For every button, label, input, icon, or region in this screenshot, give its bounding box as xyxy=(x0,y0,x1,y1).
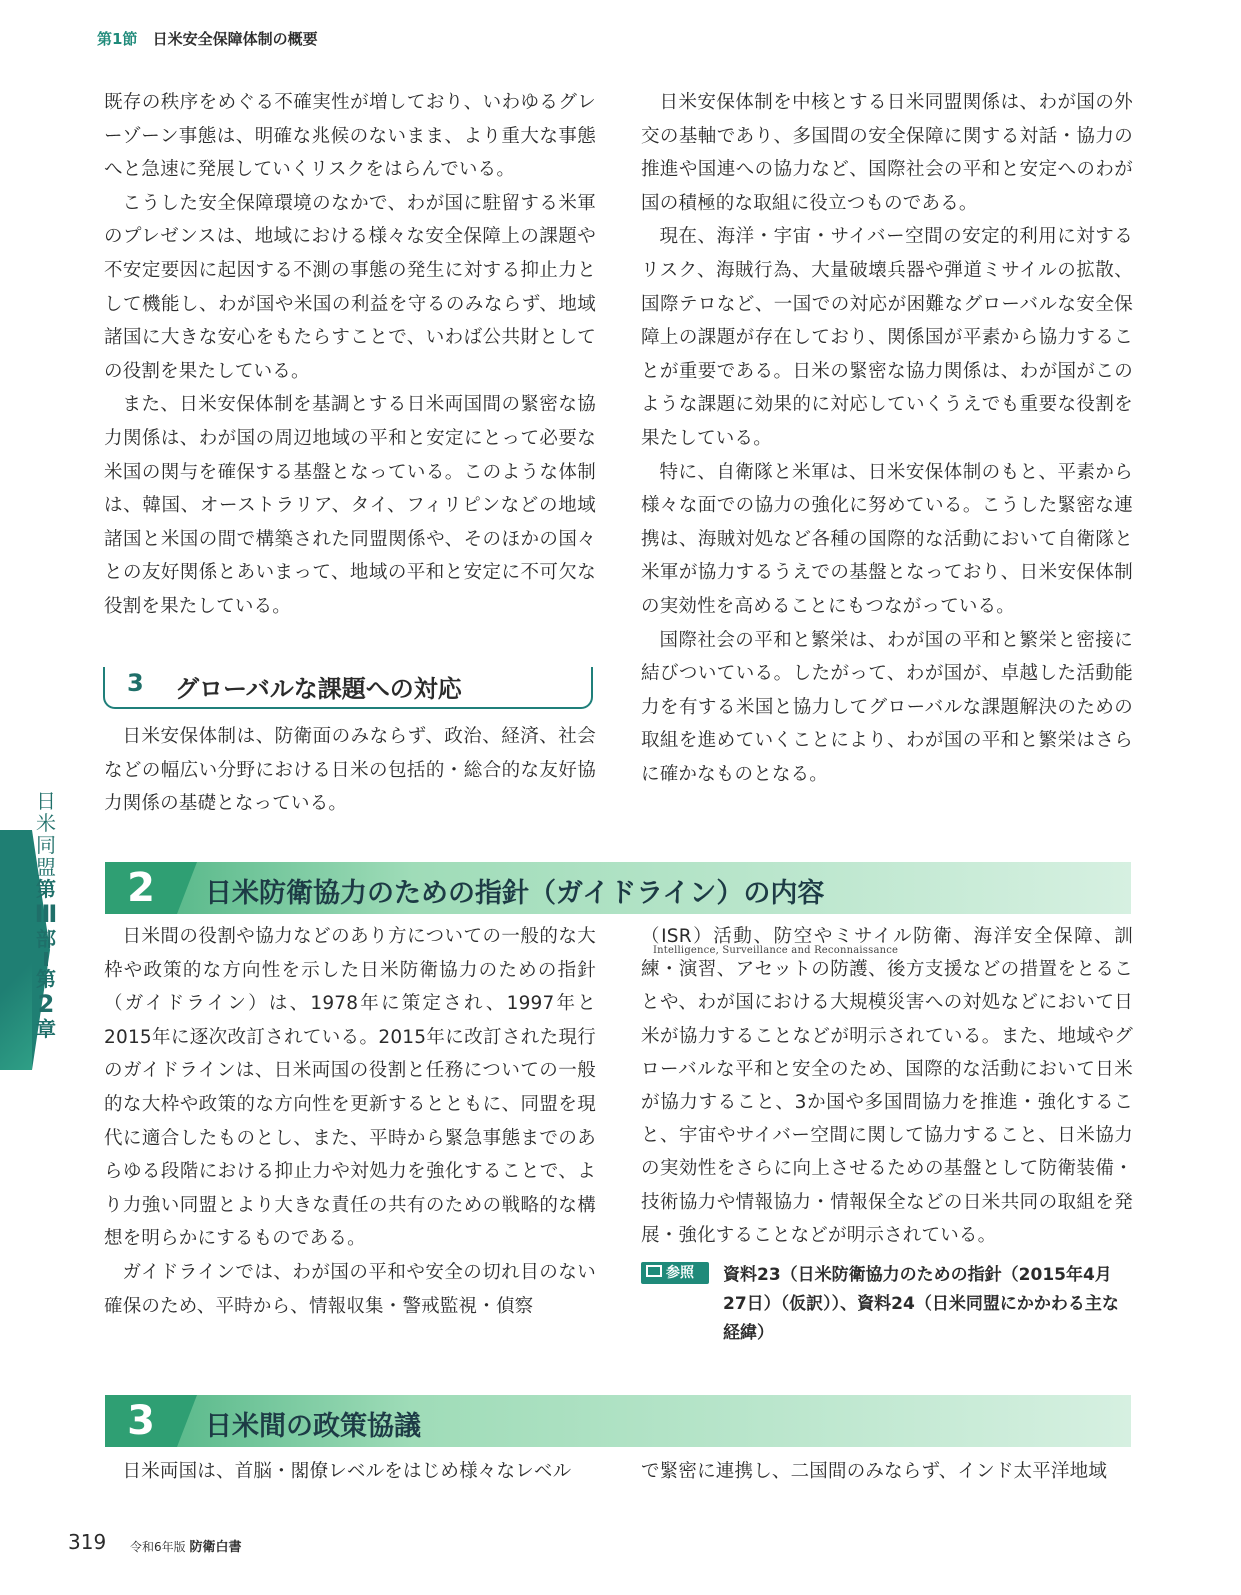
paragraph: 日米安保体制は、防衛面のみならず、政治、経済、社会などの幅広い分野における日米の包括的・総合的な友好協力関係の基礎となっている。 xyxy=(104,726,596,815)
section-3-band xyxy=(105,1395,1131,1447)
section-title: 日米間の政策協議 xyxy=(205,1411,421,1442)
part-number: Ⅲ xyxy=(34,900,58,928)
top-right-column xyxy=(641,86,1133,791)
paragraph: 日米両国は、首脳・閣僚レベルをはじめ様々なレベル xyxy=(122,1461,572,1482)
footer-publication xyxy=(130,1536,241,1555)
chapter-tab-label xyxy=(34,790,58,1040)
paragraph: ガイドラインでは、わが国の平和や安全の切れ目のない確保のため、平時から、情報収集・警戒監視・偵察 xyxy=(104,1261,596,1317)
section-title: 日米防衛協力のための指針（ガイドライン）の内容 xyxy=(205,878,825,909)
chapter-sho: 章 xyxy=(36,1017,56,1041)
section-title: 日米安全保障体制の概要 xyxy=(152,30,318,48)
reference-badge xyxy=(641,1262,709,1284)
chapter-dai: 第 xyxy=(36,967,56,991)
book-icon xyxy=(646,1265,662,1277)
part-lead: 日米同盟 xyxy=(36,789,56,879)
reference-badge-label: 参照 xyxy=(666,1265,694,1281)
chapter-number: 2 xyxy=(37,990,55,1018)
section-2-band xyxy=(105,862,1131,914)
section-label: 第1節 xyxy=(97,30,138,48)
paragraph: （ISR）活動、防空やミサイル防衛、海洋安全保障、訓練・演習、アセットの防護、後方支援などの措置をとることや、わが国における大規模災害への対処などにおいて日米が協力することなどが明示されている。また、地域やグローバルな平和と安全のため、国際的な活動において日米が協力すること、3か国や多国間協力を推進・強化すること、宇宙やサイバー空間に関して協力すること、日米協力の実効性をさらに向上させるための基盤として防衛装備・技術協力や情報協力・情報保全などの日米共同の取組を発展・強化することなどが明示されている。 xyxy=(641,926,1133,1246)
section-2-left-column xyxy=(104,920,596,1323)
subsection-number: 3 xyxy=(127,669,144,697)
part-dai: 第 xyxy=(36,877,56,901)
isr-annotation: Intelligence, Surveillance and Reconnaissance xyxy=(653,945,899,956)
band-slant xyxy=(177,1395,197,1447)
paragraph: また、日米安保体制を基調とする日米両国間の緊密な協力関係は、わが国の周辺地域の平和と安定にとって必要な米国の関与を確保する基盤となっている。このような体制は、韓国、オーストラリア、タイ、フィリピンなどの地域諸国と米国の間で構築された同盟関係や、そのほかの国々との友好関係とあいまって、地域の平和と安定に不可欠な役割を果たしている。 xyxy=(104,394,596,617)
section-number: 2 xyxy=(105,862,177,914)
subsection-body xyxy=(104,720,596,821)
chapter-tab xyxy=(0,830,32,1070)
top-left-column xyxy=(104,86,596,624)
section-number: 3 xyxy=(105,1395,177,1447)
section-3-right-column xyxy=(641,1455,1133,1489)
paragraph: 特に、自衛隊と米軍は、日米安保体制のもと、平素から様々な面での協力の強化に努めている。こうした緊密な連携は、海賊対処など各種の国際的な活動において自衛隊と米軍が協力するうえでの基盤となっており、日米安保体制の実効性を高めることにもつながっている。 xyxy=(641,461,1133,617)
reference-text: 資料23（日米防衛協力のための指針（2015年4月27日）（仮訳））、資料24（日米同盟にかかわる主な経緯） xyxy=(723,1265,1119,1343)
footer-edition: 令和6年版 xyxy=(130,1540,186,1554)
footer-book-title: 防衛白書 xyxy=(189,1540,242,1555)
band-slant xyxy=(177,862,197,914)
section-2-right-column xyxy=(641,920,1133,1252)
section-3-left-column xyxy=(104,1455,596,1489)
running-header xyxy=(97,28,318,49)
paragraph: 日米安保体制を中核とする日米同盟関係は、わが国の外交の基軸であり、多国間の安全保障に関する対話・協力の推進や国連への協力など、国際社会の平和と安定へのわが国の積極的な取組に役立つものである。 xyxy=(641,92,1133,214)
paragraph: 既存の秩序をめぐる不確実性が増しており、いわゆるグレーゾーン事態は、明確な兆候のないまま、より重大な事態へと急速に発展していくリスクをはらんでいる。 xyxy=(104,92,596,181)
part-bu: 部 xyxy=(36,927,56,951)
subsection-title: グローバルな課題への対応 xyxy=(175,675,462,703)
page-number: 319 xyxy=(68,1530,107,1554)
paragraph: 国際社会の平和と繁栄は、わが国の平和と繁栄と密接に結びついている。したがって、わが国が、卓越した活動能力を有する米国と協力してグローバルな課題解決のための取組を進めていくことにより、わが国の平和と繁栄はさらに確かなものとなる。 xyxy=(641,629,1133,785)
paragraph: こうした安全保障環境のなかで、わが国に駐留する米軍のプレゼンスは、地域における様々な安全保障上の課題や不安定要因に起因する不測の事態の発生に対する抑止力として機能し、わが国や米国の利益を守るのみならず、地域諸国に大きな安心をもたらすことで、いわば公共財としての役割を果たしている。 xyxy=(104,192,596,382)
subsection-heading xyxy=(103,667,593,709)
paragraph: で緊密に連携し、二国間のみならず、インド太平洋地域 xyxy=(641,1461,1108,1482)
paragraph: 日米間の役割や協力などのあり方についての一般的な大枠や政策的な方向性を示した日米防衛協力のための指針（ガイドライン）は、1978年に策定され、1997年と2015年に逐次改訂されている。2015年に改訂された現行のガイドラインは、日米両国の役割と任務についての一般的な大枠や政策的な方向性を更新するとともに、同盟を現代に適合したものとし、また、平時から緊急事態までのあらゆる段階における抑止力や対処力を強化することで、より力強い同盟とより大きな責任の共有のための戦略的な構想を明らかにするものである。 xyxy=(104,926,596,1250)
tab-divider xyxy=(44,952,48,966)
paragraph: 現在、海洋・宇宙・サイバー空間の安定的利用に対するリスク、海賊行為、大量破壊兵器や弾道ミサイルの拡散、国際テロなど、一国での対応が困難なグローバルな安全保障上の課題が存在しており、関係国が平素から協力することが重要である。日米の緊密な協力関係は、わが国がこのような課題に効果的に対応していくうえでも重要な役割を果たしている。 xyxy=(641,226,1133,449)
